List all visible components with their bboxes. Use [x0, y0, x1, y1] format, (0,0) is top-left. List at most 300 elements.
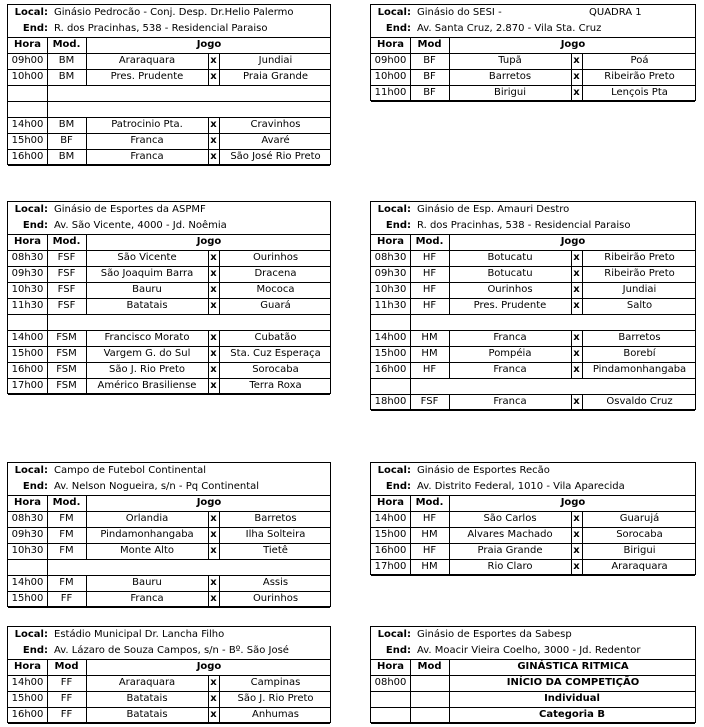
game-modality: BM	[58, 55, 75, 66]
versus-mark: x	[210, 593, 217, 604]
column-rule	[208, 149, 209, 165]
address: R. dos Pracinhas, 538 - Residencial Paraiso	[54, 23, 268, 34]
game-modality: FM	[59, 529, 74, 540]
away-team: Araraquara	[611, 561, 668, 572]
versus-mark: x	[573, 348, 580, 359]
address-row	[371, 21, 695, 37]
away-team: Birigui	[623, 545, 656, 556]
column-rule	[86, 591, 87, 607]
rule	[8, 723, 330, 724]
game-time: 16h00	[11, 364, 44, 375]
versus-mark: x	[573, 300, 580, 311]
venue-block	[7, 626, 331, 723]
versus-mark: x	[573, 545, 580, 556]
away-team: Cubatão	[254, 332, 297, 343]
venue-block	[7, 4, 331, 165]
column-rule	[219, 250, 220, 266]
column-rule	[208, 675, 209, 691]
versus-mark: x	[573, 561, 580, 572]
home-team: Pres. Prudente	[110, 71, 184, 82]
address: Av. Nelson Nogueira, s/n - Pq Continental	[54, 481, 260, 492]
header-row	[8, 495, 330, 511]
address-row	[8, 479, 330, 495]
rule	[8, 165, 330, 166]
versus-mark: x	[573, 513, 580, 524]
away-team: Sorocaba	[252, 364, 299, 375]
game-modality: FSF	[57, 268, 76, 279]
game-time: 08h30	[11, 252, 44, 263]
versus-mark: x	[210, 300, 217, 311]
local-row	[371, 627, 695, 643]
game-modality: FM	[59, 545, 74, 556]
home-team: Franca	[493, 396, 527, 407]
game-row	[8, 250, 330, 266]
column-rule	[449, 527, 450, 543]
game-modality: FM	[59, 577, 74, 588]
game-modality: HF	[422, 300, 437, 311]
jogo-header: Jogo	[196, 497, 222, 508]
game-row	[371, 298, 695, 314]
address-label: End:	[385, 645, 411, 656]
column-rule	[571, 559, 572, 575]
venue-block	[370, 4, 696, 101]
jogo-header: Jogo	[560, 39, 586, 50]
game-row	[8, 149, 330, 165]
local-name: Ginásio Pedrocão - Conj. Desp. Dr.Helio Palermo	[54, 7, 294, 18]
address-row	[8, 643, 330, 659]
game-row	[371, 511, 695, 527]
address-row	[371, 218, 695, 234]
game-time: 15h00	[11, 135, 44, 146]
local-name: Campo de Futebol Continental	[54, 465, 207, 476]
away-team: Sta. Cuz Esperaça	[230, 348, 321, 359]
home-team: Araraquara	[118, 55, 176, 66]
versus-mark: x	[210, 693, 217, 704]
address: Av. Lázaro de Souza Campos, s/n - Bº. São José	[54, 645, 289, 656]
jogo-header: Jogo	[196, 661, 222, 672]
local-label: Local:	[377, 7, 411, 18]
jogo-header: Jogo	[196, 39, 222, 50]
home-team: Tupã	[498, 55, 522, 66]
game-modality: FSF	[420, 396, 439, 407]
address-label: End:	[22, 645, 48, 656]
mod-header: Mod.	[52, 497, 81, 508]
column-rule	[219, 707, 220, 723]
column-rule	[582, 298, 583, 314]
home-team: Pres. Prudente	[473, 300, 547, 311]
address: Av. Santa Cruz, 2.870 - Vila Sta. Cruz	[417, 23, 602, 34]
jogo-header: Jogo	[196, 236, 222, 247]
rule	[371, 37, 695, 38]
column-rule	[86, 298, 87, 314]
game-modality: HF	[422, 545, 437, 556]
column-rule	[86, 234, 87, 250]
game-time: 15h00	[11, 593, 44, 604]
game-time: 14h00	[374, 332, 407, 343]
column-rule	[571, 346, 572, 362]
game-time: 11h00	[374, 87, 407, 98]
jogo-header: Jogo	[560, 236, 586, 247]
away-team: Campinas	[250, 677, 301, 688]
column-rule	[86, 675, 87, 691]
game-time: 15h00	[374, 529, 407, 540]
game-row	[8, 543, 330, 559]
home-team: Rio Claro	[487, 561, 533, 572]
column-rule	[219, 69, 220, 85]
away-team: São J. Rio Preto	[237, 693, 314, 704]
mod-header: Mod.	[415, 497, 444, 508]
versus-mark: x	[210, 135, 217, 146]
home-team: Batatais	[126, 300, 168, 311]
game-row	[371, 362, 695, 378]
column-rule	[86, 691, 87, 707]
column-rule	[208, 346, 209, 362]
versus-mark: x	[573, 396, 580, 407]
column-rule	[449, 53, 450, 69]
column-rule	[86, 511, 87, 527]
game-modality: HF	[422, 252, 437, 263]
home-team: Franca	[130, 135, 164, 146]
versus-mark: x	[210, 677, 217, 688]
home-team: Franca	[493, 332, 527, 343]
column-rule	[219, 575, 220, 591]
column-rule	[449, 37, 450, 53]
game-modality: HF	[422, 268, 437, 279]
versus-mark: x	[210, 284, 217, 295]
column-rule	[219, 362, 220, 378]
column-rule	[208, 282, 209, 298]
column-rule	[86, 330, 87, 346]
game-modality: FSM	[56, 364, 77, 375]
away-team: Tietê	[263, 545, 288, 556]
hora-header: Hora	[377, 39, 404, 50]
away-team: Sorocaba	[616, 529, 663, 540]
versus-mark: x	[573, 332, 580, 343]
address-label: End:	[22, 481, 48, 492]
game-time: 16h00	[11, 709, 44, 720]
local-row	[371, 202, 695, 218]
address-label: End:	[22, 220, 48, 231]
column-rule	[571, 266, 572, 282]
column-rule	[86, 659, 87, 675]
versus-mark: x	[210, 380, 217, 391]
column-rule	[449, 69, 450, 85]
venue-block	[370, 462, 696, 575]
column-rule	[219, 543, 220, 559]
column-rule	[219, 298, 220, 314]
game-modality: FF	[60, 693, 73, 704]
address-row	[371, 643, 695, 659]
game-time: 09h30	[11, 529, 44, 540]
away-team: Jundiai	[258, 55, 293, 66]
game-row	[371, 250, 695, 266]
column-rule	[582, 511, 583, 527]
away-team: Anhumas	[252, 709, 299, 720]
address-label: End:	[385, 481, 411, 492]
game-modality: BM	[58, 71, 75, 82]
jogo-header: GINÁSTICA RITMICA	[517, 661, 629, 672]
game-modality: HM	[421, 348, 438, 359]
column-rule	[208, 511, 209, 527]
rule	[371, 659, 695, 660]
column-rule	[208, 250, 209, 266]
address: R. dos Pracinhas, 538 - Residencial Paraiso	[417, 220, 631, 231]
versus-mark: x	[573, 87, 580, 98]
column-rule	[86, 250, 87, 266]
mod-header: Mod.	[415, 236, 444, 247]
away-team: Guará	[260, 300, 291, 311]
away-team: Osvaldo Cruz	[606, 396, 673, 407]
game-time: 11h30	[374, 300, 407, 311]
game-time: 17h00	[11, 380, 44, 391]
game-row	[371, 266, 695, 282]
local-row	[8, 627, 330, 643]
game-modality: BF	[423, 55, 436, 66]
versus-mark: x	[573, 364, 580, 375]
address-label: End:	[385, 220, 411, 231]
versus-mark: x	[210, 268, 217, 279]
column-rule	[571, 69, 572, 85]
rule	[8, 607, 330, 608]
column-rule	[208, 691, 209, 707]
versus-mark: x	[573, 252, 580, 263]
column-rule	[208, 362, 209, 378]
venue-block	[370, 201, 696, 410]
hora-header: Hora	[14, 39, 41, 50]
away-team: Mococa	[256, 284, 295, 295]
column-rule	[219, 149, 220, 165]
home-team: Orlandia	[125, 513, 169, 524]
column-rule	[571, 85, 572, 101]
home-team: Batatais	[126, 693, 168, 704]
game-time: 14h00	[374, 513, 407, 524]
versus-mark: x	[573, 55, 580, 66]
header-row	[371, 495, 695, 511]
game-time: 09h00	[11, 55, 44, 66]
header-row	[371, 659, 695, 675]
local-name: Estádio Municipal Dr. Lancha Filho	[54, 629, 225, 640]
game-row	[8, 691, 330, 707]
game-row	[8, 282, 330, 298]
home-team: Alvares Machado	[467, 529, 553, 540]
game-modality: HM	[421, 561, 438, 572]
header-row	[8, 234, 330, 250]
home-team: Patrocinio Pta.	[111, 119, 183, 130]
away-team: Salto	[626, 300, 653, 311]
game-row	[8, 117, 330, 133]
column-rule	[208, 330, 209, 346]
column-rule	[571, 282, 572, 298]
hora-header: Hora	[14, 497, 41, 508]
column-rule	[582, 559, 583, 575]
column-rule	[86, 527, 87, 543]
game-modality: FSM	[56, 380, 77, 391]
column-rule	[219, 53, 220, 69]
column-rule	[219, 378, 220, 394]
column-rule	[449, 559, 450, 575]
game-modality: BM	[58, 119, 75, 130]
column-rule	[219, 346, 220, 362]
local-row	[8, 463, 330, 479]
rule	[371, 575, 695, 576]
column-rule	[449, 234, 450, 250]
versus-mark: x	[210, 513, 217, 524]
home-team: Américo Brasiliense	[97, 380, 197, 391]
game-modality: BM	[58, 151, 75, 162]
game-time: 08h30	[374, 252, 407, 263]
game-modality: BF	[423, 71, 436, 82]
versus-mark: x	[210, 55, 217, 66]
column-rule	[571, 394, 572, 410]
versus-mark: x	[210, 545, 217, 556]
venue-block	[7, 201, 331, 394]
hora-header: Hora	[377, 497, 404, 508]
game-row	[371, 330, 695, 346]
versus-mark: x	[210, 348, 217, 359]
spacer-row	[371, 378, 695, 394]
game-time: 14h00	[11, 677, 44, 688]
game-time: 18h00	[374, 396, 407, 407]
column-rule	[208, 575, 209, 591]
home-team: Botucatu	[487, 268, 533, 279]
game-row	[8, 527, 330, 543]
address-row	[371, 479, 695, 495]
away-team: Praia Grande	[242, 71, 308, 82]
header-row	[371, 37, 695, 53]
local-row	[8, 202, 330, 218]
game-modality: HM	[421, 529, 438, 540]
column-rule	[208, 133, 209, 149]
game-time: 08h00	[374, 677, 407, 688]
versus-mark: x	[210, 709, 217, 720]
column-rule	[219, 330, 220, 346]
column-rule	[449, 543, 450, 559]
column-rule	[449, 266, 450, 282]
away-team: Ourinhos	[252, 593, 299, 604]
game-time: 14h00	[11, 119, 44, 130]
home-team: Bauru	[132, 284, 162, 295]
game-modality: HF	[422, 364, 437, 375]
game-time: 16h00	[374, 364, 407, 375]
versus-mark: x	[210, 71, 217, 82]
mod-header: Mod.	[52, 236, 81, 247]
spacer-row	[8, 101, 330, 117]
column-rule	[571, 527, 572, 543]
home-team: São Vicente	[117, 252, 177, 263]
column-rule	[86, 53, 87, 69]
column-rule	[86, 707, 87, 723]
home-team: Batatais	[126, 709, 168, 720]
column-rule	[86, 346, 87, 362]
local-label: Local:	[14, 629, 48, 640]
game-modality: FSF	[57, 252, 76, 263]
game-time: 17h00	[374, 561, 407, 572]
game-modality: FM	[59, 513, 74, 524]
game-modality: FF	[60, 709, 73, 720]
column-rule	[208, 527, 209, 543]
game-modality: HF	[422, 284, 437, 295]
game-modality: HM	[421, 332, 438, 343]
column-rule	[219, 282, 220, 298]
column-rule	[86, 362, 87, 378]
game-time: 15h00	[11, 693, 44, 704]
rule	[371, 723, 695, 724]
home-team: Francisco Morato	[104, 332, 190, 343]
column-rule	[582, 527, 583, 543]
away-team: Ourinhos	[252, 252, 299, 263]
column-rule	[571, 53, 572, 69]
game-modality: HF	[422, 513, 437, 524]
home-team: Bauru	[132, 577, 162, 588]
column-rule	[86, 543, 87, 559]
column-rule	[449, 298, 450, 314]
column-rule	[86, 282, 87, 298]
column-rule	[582, 69, 583, 85]
game-modality: FF	[60, 593, 73, 604]
game-row	[8, 675, 330, 691]
column-rule	[571, 362, 572, 378]
home-team: São Joaquim Barra	[100, 268, 194, 279]
column-rule	[582, 330, 583, 346]
column-rule	[582, 250, 583, 266]
address-row	[8, 218, 330, 234]
venue-block	[7, 462, 331, 607]
spacer-row	[8, 314, 330, 330]
home-team: Monte Alto	[120, 545, 174, 556]
game-modality: FSF	[57, 300, 76, 311]
away-team: Ribeirão Preto	[604, 71, 675, 82]
column-rule	[219, 511, 220, 527]
competition-title: INÍCIO DA COMPETIÇÃO	[506, 677, 640, 688]
address: Av. Moacir Vieira Coelho, 3000 - Jd. Redentor	[417, 645, 641, 656]
rule	[8, 37, 330, 38]
column-rule	[208, 707, 209, 723]
column-rule	[582, 282, 583, 298]
rule	[371, 234, 695, 235]
game-row	[8, 266, 330, 282]
away-team: Barretos	[254, 513, 297, 524]
away-team: Guarujá	[619, 513, 660, 524]
address-label: End:	[385, 23, 411, 34]
away-team: Ilha Solteira	[245, 529, 306, 540]
away-team: Terra Roxa	[249, 380, 302, 391]
home-team: Franca	[493, 364, 527, 375]
away-team: Ribeirão Preto	[604, 252, 675, 263]
local-row	[371, 463, 695, 479]
game-row	[8, 69, 330, 85]
column-rule	[208, 591, 209, 607]
local-row	[371, 5, 695, 21]
court-label: QUADRA 1	[589, 7, 642, 18]
spacer-row	[8, 85, 330, 101]
home-team: Pindamonhangaba	[100, 529, 194, 540]
column-rule	[86, 37, 87, 53]
game-row	[371, 675, 695, 691]
versus-mark: x	[573, 268, 580, 279]
column-rule	[219, 527, 220, 543]
game-row	[8, 362, 330, 378]
column-rule	[86, 495, 87, 511]
game-row	[8, 575, 330, 591]
game-row	[371, 69, 695, 85]
column-rule	[219, 266, 220, 282]
competition-detail: Categoria B	[539, 709, 605, 720]
column-rule	[449, 394, 450, 410]
game-time: 14h00	[11, 332, 44, 343]
column-rule	[571, 298, 572, 314]
column-rule	[219, 133, 220, 149]
home-team: Praia Grande	[477, 545, 543, 556]
